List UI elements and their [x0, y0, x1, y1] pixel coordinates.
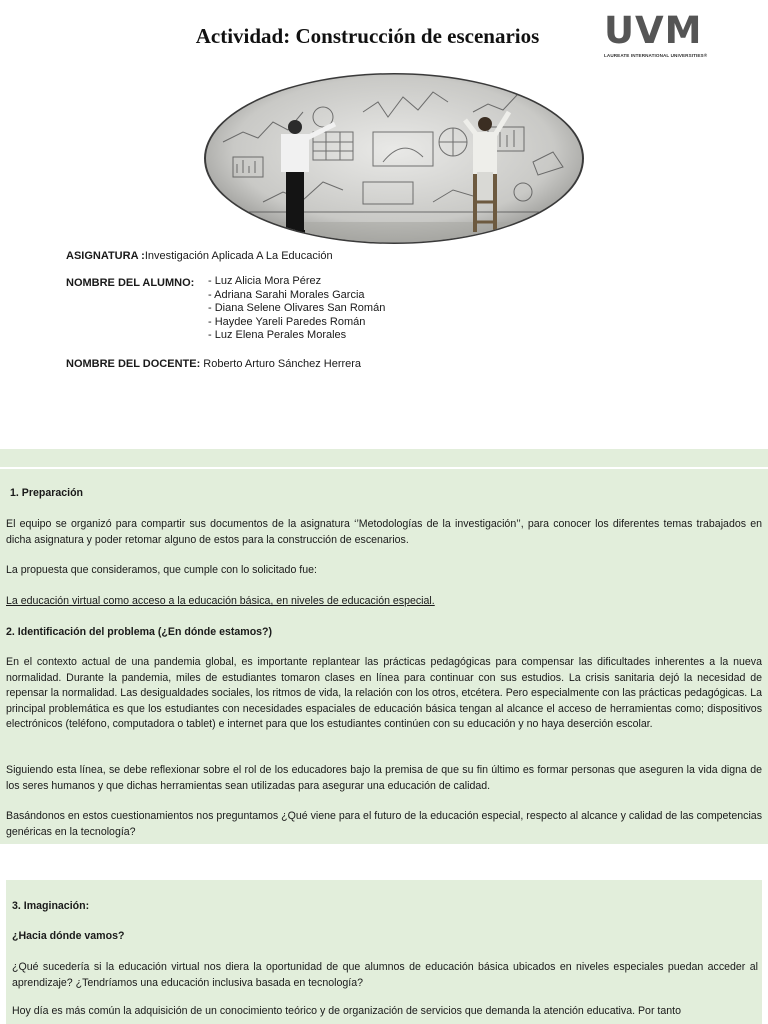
- asignatura-label: ASIGNATURA :: [66, 250, 145, 262]
- section3-heading: 3. Imaginación:: [12, 900, 90, 912]
- student-list: [208, 275, 385, 343]
- section2-p1: En el contexto actual de una pandemia global, es importante replantear las prácticas pedagógicas para compensar las dificultades inherentes a la nueva normalidad. Durante la pandemia, miles de estudiantes tomaron clases en línea para continuar con sus estudios. La crisis sanitaria dejó la necesidad de repensar la normalidad. Las desigualdades sociales, los ritmos de vida, la relación con los otros, etcétera. Pero especialmente con las prácticas pedagógicas. La principal problemática es que los estudiantes con necesidades espaciales de educación básica tengan al alcance el acceso de herramientas como; dispositivos electrónicos (teléfono, computadora o tablet) e internet para que los estudiantes continúen con su educación y no haya deserción escolar.: [6, 656, 762, 730]
- docente-line: [66, 358, 361, 372]
- section2-p3: Basándonos en estos cuestionamientos nos preguntamos ¿Qué viene para el futuro de la educación especial, respecto al alcance y calidad de las competencias genéricas en la tecnología?: [6, 810, 762, 838]
- section3-p1: ¿Qué sucedería si la educación virtual nos diera la oportunidad de que alumnos de educación básica ubicados en niveles especiales puedan acceder al aprendizaje? ¿Tendríamos una educación inclusiva basada en tecnología?: [12, 961, 758, 989]
- list-item: - Diana Selene Olivares San Román: [208, 302, 386, 314]
- section1-p1: El equipo se organizó para compartir sus documentos de la asignatura ‘’Metodologías de la investigación’’, para conocer los diferentes temas trabajados en dicha asignatura y poder retomar alguno de estos para la construcción de escenarios.: [6, 518, 762, 546]
- alumno-label: NOMBRE DEL ALUMNO:: [66, 277, 195, 289]
- docente-value: Roberto Arturo Sánchez Herrera: [200, 358, 362, 370]
- section3-p2: Hoy día es más común la adquisición de un conocimiento teórico y de organización de servicios que demanda la atención educativa. Por tanto: [12, 1005, 681, 1017]
- asignatura-line: [66, 250, 333, 264]
- section2-p2: Siguiendo esta línea, se debe reflexionar sobre el rol de los educadores bajo la premisa de que su fin último es formar personas que aseguren la vida digna de los seres humanos y que dichas herramientas sean utilizadas para asegurar una educación de calidad.: [6, 764, 762, 792]
- section3-subheading: ¿Hacia dónde vamos?: [12, 930, 125, 942]
- asignatura-value: Investigación Aplicada A La Educación: [144, 250, 333, 262]
- logo-text: UVM: [604, 9, 703, 52]
- list-item: - Adriana Sarahi Morales Garcia: [208, 288, 365, 301]
- list-item: - Luz Elena Perales Morales: [208, 329, 347, 341]
- hero-image: [203, 72, 585, 245]
- logo-subtitle: LAUREATE INTERNATIONAL UNIVERSITIES®: [604, 53, 708, 58]
- list-item: - Luz Alicia Mora Pérez: [208, 275, 322, 287]
- uvm-logo: [604, 9, 722, 62]
- alumno-label-line: [66, 277, 194, 291]
- section2-heading: 2. Identificación del problema (¿En dónde estamos?): [6, 626, 273, 638]
- divider: [0, 467, 768, 469]
- docente-label: NOMBRE DEL DOCENTE:: [66, 358, 201, 370]
- section1-heading: 1. Preparación: [10, 487, 84, 499]
- section-panel-1: [0, 449, 768, 844]
- section-panel-2: [6, 880, 762, 1024]
- section1-p2: La propuesta que consideramos, que cumple con lo solicitado fue:: [6, 564, 317, 576]
- list-item: - Haydee Yareli Paredes Román: [208, 315, 366, 328]
- page-title: Actividad: Construcción de escenarios: [195, 24, 540, 48]
- section1-p3: La educación virtual como acceso a la educación básica, en niveles de educación especial.: [6, 595, 435, 607]
